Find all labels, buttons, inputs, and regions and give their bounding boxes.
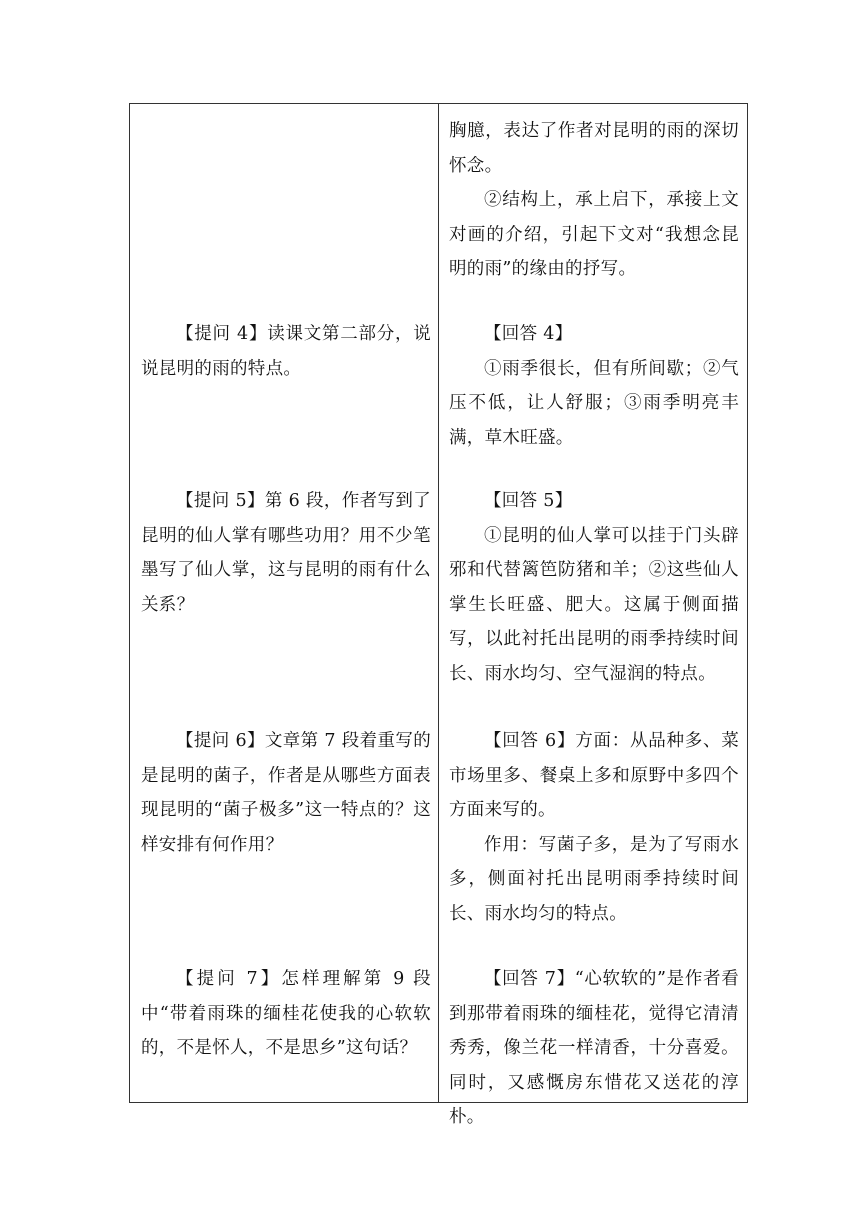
answer-4-label: 【回答 4】 bbox=[484, 324, 573, 344]
qa-table bbox=[129, 103, 748, 1127]
answer-7 bbox=[449, 962, 739, 1135]
answer-5-label: 【回答 5】 bbox=[484, 491, 573, 511]
question-4-text: 【提问 4】读课文第二部分，说说昆明的雨的特点。 bbox=[141, 324, 431, 379]
question-6 bbox=[141, 724, 431, 862]
answer-5 bbox=[449, 484, 739, 691]
answer-5-text: ①昆明的仙人掌可以挂于门头辟邪和代替篱笆防猪和羊；②这些仙人掌生长旺盛、肥大。这属于侧面描写，以此衬托出昆明的雨季持续时间长、雨水均匀、空气湿润的特点。 bbox=[449, 525, 739, 684]
question-4 bbox=[141, 317, 431, 386]
column-divider bbox=[438, 104, 439, 1102]
continuation-line-1: 胸臆，表达了作者对昆明的雨的深切怀念。 bbox=[449, 121, 739, 176]
question-7-text: 【提问 7】怎样理解第 9 段中“带着雨珠的缅桂花使我的心软软的，不是怀人，不是思乡”这句话？ bbox=[141, 969, 431, 1058]
question-7 bbox=[141, 962, 431, 1066]
answer-4-text: ①雨季很长，但有所间歇；②气压不低，让人舒服；③雨季明亮丰满，草木旺盛。 bbox=[449, 358, 739, 448]
answer-6-text-1: 【回答 6】方面：从品种多、菜市场里多、餐桌上多和原野中多四个方面来写的。 bbox=[449, 731, 739, 820]
answer-6 bbox=[449, 724, 739, 931]
continuation-answer bbox=[449, 114, 739, 287]
answer-6-text-2: 作用：写菌子多，是为了写雨水多，侧面衬托出昆明雨季持续时间长、雨水均匀的特点。 bbox=[449, 834, 739, 924]
continuation-line-2: ②结构上，承上启下，承接上文对画的介绍，引起下文对“我想念昆明的雨”的缘由的抒写。 bbox=[449, 190, 739, 279]
question-5 bbox=[141, 484, 431, 622]
answer-4 bbox=[449, 317, 739, 455]
question-5-text: 【提问 5】第 6 段，作者写到了昆明的仙人掌有哪些功用？用不少笔墨写了仙人掌，这与昆明的雨有什么关系？ bbox=[141, 491, 431, 615]
question-6-text: 【提问 6】文章第 7 段着重写的是昆明的菌子，作者是从哪些方面表现昆明的“菌子极多”这一特点的？这样安排有何作用？ bbox=[141, 731, 431, 855]
answer-7-text: 【回答 7】“心软软的”是作者看到那带着雨珠的缅桂花，觉得它清清秀秀，像兰花一样清香，十分喜爱。同时，又感慨房东惜花又送花的淳朴。 bbox=[449, 969, 739, 1127]
